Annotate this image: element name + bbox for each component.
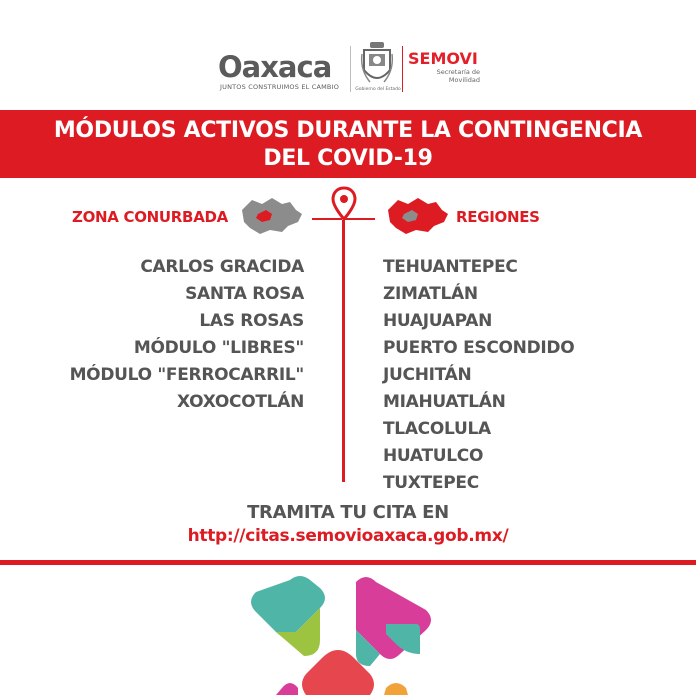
cta-text: TRAMITA TU CITA EN bbox=[247, 502, 449, 523]
agency-sub-1: Secretaría de bbox=[436, 68, 480, 76]
list-item: TUXTEPEC bbox=[383, 473, 479, 493]
oaxaca-wordmark: Oaxaca bbox=[218, 50, 332, 84]
agency-separator bbox=[402, 46, 403, 92]
oaxaca-logo bbox=[218, 50, 344, 96]
banner-line-2: DEL COVID-19 bbox=[263, 146, 433, 171]
center-divider bbox=[342, 220, 345, 482]
list-item: HUAJUAPAN bbox=[383, 311, 493, 331]
list-item: SANTA ROSA bbox=[185, 284, 304, 304]
agency-sub-2: Movilidad bbox=[448, 76, 480, 84]
regiones-title: REGIONES bbox=[456, 208, 540, 226]
agency-name: SEMOVI bbox=[408, 49, 478, 68]
header-separator bbox=[350, 46, 351, 92]
list-item: LAS ROSAS bbox=[199, 311, 304, 331]
list-item: MIAHUATLÁN bbox=[383, 392, 506, 412]
list-item: JUCHITÁN bbox=[383, 365, 472, 385]
list-item: CARLOS GRACIDA bbox=[140, 257, 304, 277]
header bbox=[0, 0, 696, 110]
oaxaca-map-red-icon bbox=[384, 196, 450, 236]
semovi-logo bbox=[408, 50, 488, 84]
list-item: PUERTO ESCONDIDO bbox=[383, 338, 575, 358]
list-item: HUATULCO bbox=[383, 446, 484, 466]
appointment-link[interactable]: http://citas.semovioaxaca.gob.mx/ bbox=[187, 526, 509, 546]
bottom-rule bbox=[0, 560, 696, 565]
seal-caption: Gobierno del Estado bbox=[355, 87, 401, 92]
title-banner bbox=[0, 110, 696, 178]
list-item: MÓDULO "LIBRES" bbox=[133, 338, 304, 358]
regiones-list bbox=[383, 254, 683, 497]
list-item: ZIMATLÁN bbox=[383, 284, 478, 304]
location-pin-icon bbox=[331, 186, 357, 222]
oaxaca-emblem-icon bbox=[236, 570, 466, 695]
list-item: TEHUANTEPEC bbox=[383, 257, 518, 277]
zona-conurbada-list bbox=[40, 254, 304, 416]
oaxaca-tagline: JUNTOS CONSTRUIMOS EL CAMBIO bbox=[220, 83, 340, 91]
list-item: MÓDULO "FERROCARRIL" bbox=[69, 365, 304, 385]
list-item: XOXOCOTLÁN bbox=[176, 392, 304, 412]
zone-conurbada-title: ZONA CONURBADA bbox=[72, 208, 228, 226]
list-item: TLACOLULA bbox=[383, 419, 491, 439]
oaxaca-map-gray-icon bbox=[238, 196, 304, 236]
banner-line-1: MÓDULOS ACTIVOS DURANTE LA CONTINGENCIA bbox=[53, 118, 643, 143]
state-seal-icon bbox=[360, 40, 394, 90]
